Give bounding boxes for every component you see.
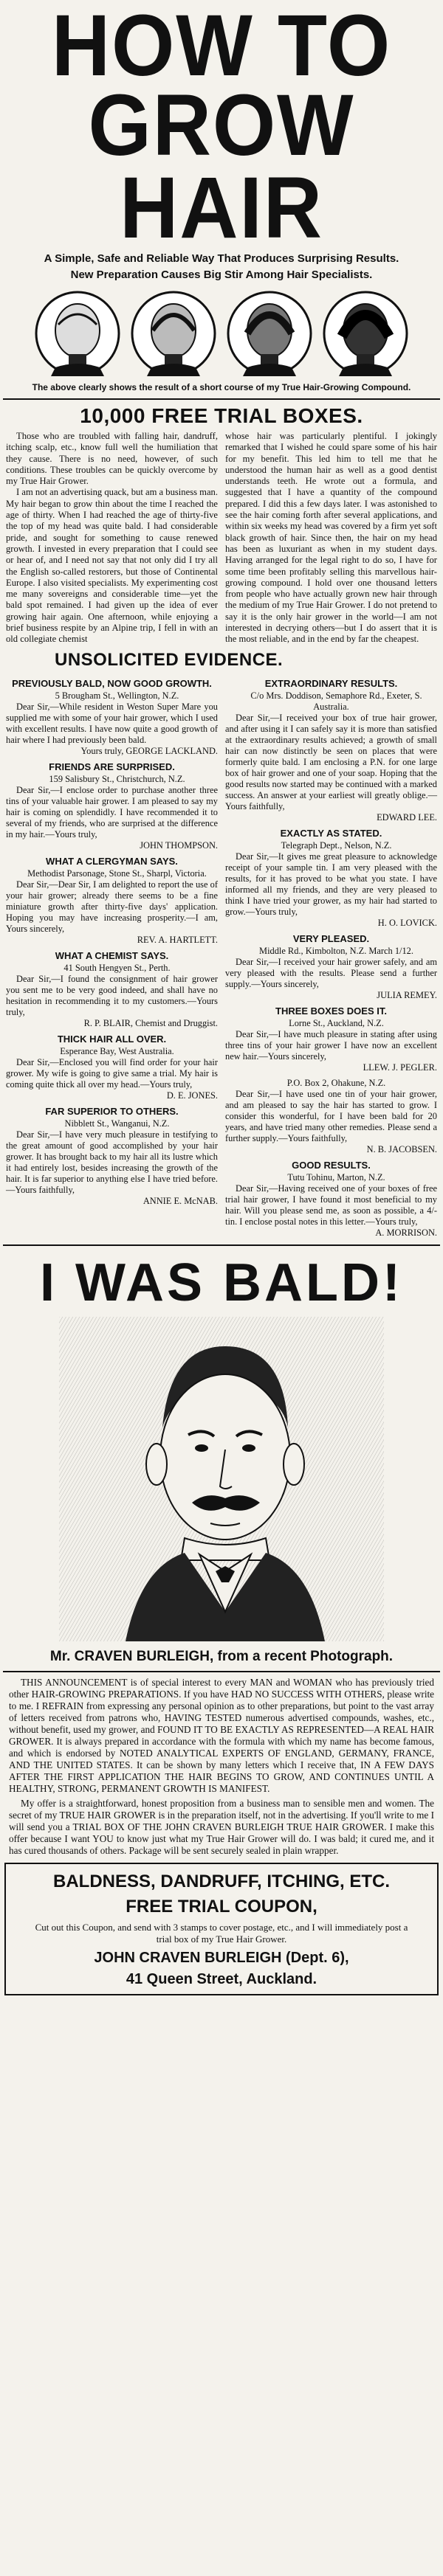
free-boxes-title: 10,000 FREE TRIAL BOXES. (80, 404, 363, 427)
illustration-caption: The above clearly shows the result of a short course of my True Hair-Growing Compound. (32, 382, 411, 392)
intro-paragraph: Those who are troubled with falling hair, dandruff, itching scalp, etc., know full well the humiliation that they cause. There is no need, however, of such conditions. These troubles can be quickly overcome by my True Hair Grower. (6, 431, 218, 487)
intro-right-column (225, 431, 437, 645)
coupon-address: 41 Queen Street, Auckland. (126, 1970, 317, 1987)
testimonials-left (6, 674, 218, 1239)
testimonial (6, 950, 218, 1029)
coupon-instructions: Cut out this Coupon, and send with 3 stamps to cover postage, etc., and I will immediately post a trial box of my True Hair Grower. (35, 1921, 408, 1945)
testimonial-signature: ANNIE E. McNAB. (142, 1195, 218, 1206)
testimonial (225, 1160, 437, 1239)
testimonial-body: Dear Sir,—I have very much pleasure in testifying to the great amount of good accomplished by your hair grower. It has brought back to my hair all its lustre which it had entirely lost, besides increasing the growth of the hair. It is far superior to anything else I have tried before.—Yours faithfully, (6, 1129, 218, 1195)
testimonial (225, 1005, 437, 1073)
testimonial-address: Middle Rd., Kimbolton, N.Z. March 1/12. (259, 945, 413, 956)
testimonial-body: Dear Sir,—Enclosed you will find order for your hair grower. My wife is going to give same a trial. My hair is coming quite thick all over my head.—Yours truly, (6, 1056, 218, 1090)
testimonial-heading: FRIENDS ARE SURPRISED. (49, 761, 175, 772)
testimonial-signature: Yours truly, GEORGE LACKLAND. (80, 745, 218, 756)
subtitle-2: New Preparation Causes Big Stir Among Hair Specialists. (70, 269, 373, 281)
intro-columns (0, 431, 443, 645)
testimonial-signature: N. B. JACOBSEN. (366, 1143, 437, 1154)
testimonial-signature: JULIA REMEY. (377, 989, 437, 1000)
head-back-stage-4-icon (321, 289, 410, 378)
testimonial-address: 5 Brougham St., Wellington, N.Z. (55, 690, 179, 701)
testimonial-address: P.O. Box 2, Ohakune, N.Z. (286, 1077, 386, 1088)
testimonial (6, 1033, 218, 1101)
testimonial-signature: H. O. LOVICK. (377, 917, 437, 928)
free-trial-coupon[interactable] (4, 1863, 439, 1995)
testimonial-heading: FAR SUPERIOR TO OTHERS. (45, 1105, 179, 1117)
headline-grow-hair: GROW HAIR (88, 77, 355, 257)
divider (3, 1671, 440, 1672)
testimonial-heading: WHAT A CHEMIST SAYS. (55, 949, 169, 961)
testimonial-address: Methodist Parsonage, Stone St., Sharpl, Victoria. (27, 868, 207, 879)
testimonial-body: Dear Sir,—It gives me great pleasure to acknowledge receipt of your sample tin. I am very pleased with the results, for it has proved to be what you state. I have informed all my friends, and they are very pleased to think I have tried your grower, as my hair had started to grow.—Yours truly, (225, 851, 437, 917)
testimonial-signature: REV. A. HARTLETT. (137, 934, 218, 945)
testimonial-heading: THICK HAIR ALL OVER. (57, 1033, 167, 1045)
testimonial-heading: WHAT A CLERGYMAN SAYS. (46, 855, 178, 867)
testimonial-body: Dear Sir,—I found the consignment of hair grower you sent me to be very good indeed, and shall have no hesitation in recommending it to my customers.—Yours truly, (6, 973, 218, 1017)
announcement-paragraph: THIS ANNOUNCEMENT is of special interest to every MAN and WOMAN who has previously tried other HAIR-GROWING PREPARATIONS. If you have HAD NO SUCCESS WITH OTHERS, please write to me. I REFRAIN from expressing any personal opinion as to other preparations, but point to the vast array of letters received from patrons who, HAVING TESTED numerous advertised compounds, washes, etc., without benefit, used my grower, and FOUND IT TO BE EXACTLY AS REPRESENTED—A REAL HAIR GROWER. It is always prepared in accordance with the formula with which my name has become famous, and which is endorsed by NOTED ANALYTICAL EXPERTS OF ENGLAND, GERMANY, FRANCE, AND THE UNITED STATES. It can be shown by many letters which I receive that, IN A FEW DAYS AFTER THE FIRST APPLICATION THE HAIR BEGINS TO GROW, AND CONTINUES UNTIL A HEALTHY, STRONG, PERMANENT GROWTH IS MANIFEST. (9, 1676, 434, 1794)
testimonial-body: Dear Sir,—I received your hair grower safely, and am very pleased with the results. Please send a further supply.—Yours sincerely, (225, 956, 437, 989)
portrait-engraving (59, 1317, 384, 1641)
testimonial-address: Tutu Tohinu, Marton, N.Z. (287, 1171, 385, 1183)
coupon-title-1: BALDNESS, DANDRUFF, ITCHING, ETC. (53, 1871, 390, 1891)
testimonial-address: C/o Mrs. Doddison, Semaphore Rd., Exeter, S. Australia. (250, 690, 422, 712)
headline-how-to: HOW TO (51, 0, 392, 94)
testimonial-signature: EDWARD LEE. (377, 811, 437, 823)
evidence-title: UNSOLICITED EVIDENCE. (55, 649, 284, 670)
announcement (9, 1677, 434, 1857)
divider (3, 398, 440, 400)
head-back-stage-1-icon (33, 289, 122, 378)
subtitle-1: A Simple, Safe and Reliable Way That Produces Surprising Results. (44, 252, 399, 265)
testimonial-address: 41 South Hengyen St., Perth. (63, 962, 171, 973)
testimonial-body: Dear Sir,—While resident in Weston Super Mare you supplied me with some of your hair grower, which I used with excellent results. I have now quite a good growth of hair where I had previously been bald. (6, 701, 218, 745)
testimonial-signature: R. P. BLAIR, Chemist and Druggist. (83, 1017, 218, 1028)
testimonial-body: Dear Sir,—I received your box of true hair grower, and after using it I can safely say it is more than satisfied at the extraordinary results achieved; a growth of small hair can now distinctly be seen on places that were formerly quite bald. I am enclosing a P.N. for one large box of hair grower and one of your soap. Hoping that the good results now started may be continued with a marked success. An answer at your earliest will greatly oblige.—Yours faithfully, (225, 712, 437, 811)
testimonial-body: Dear Sir,—I have much pleasure in stating after using three tins of your hair grower I have now an excellent new hair.—Yours sincerely, (225, 1028, 437, 1062)
i-was-bald-title: I WAS BALD! (40, 1253, 403, 1312)
testimonial-heading: THREE BOXES DOES IT. (275, 1005, 387, 1017)
intro-paragraph: whose hair was particularly plentiful. I jokingly remarked that I wished he could spare some of his hair for my benefit. This led him to tell me that he understood the human hair as well as a good dentist understands teeth. He wrote out a formula, and suggested that I have a quantity of the compound prepared. I did this a few days later. I was astonished to see the hair coming forth after several applications, and within six weeks my head was covered by a firm yet soft black growth of hair. Since then, the hair on my head has been as luxuriant as when in my student days. Having arranged for the legal right to do so, I have for some time been profitably selling this marvellous hair-growing compound. I hold over one thousand letters from people who have actually grown new hair through the medium of my True Hair Grower. I do not pretend to say it is the only hair grower in the world—I am not interested in decrying others—but I do assert that it is the most reliable, and in the end by far the cheapest. (225, 431, 437, 645)
testimonial-heading: PREVIOUSLY BALD, NOW GOOD GROWTH. (12, 677, 212, 689)
testimonial-heading: EXACTLY AS STATED. (280, 827, 382, 839)
testimonial (6, 761, 218, 851)
testimonial-heading: VERY PLEASED. (292, 932, 370, 944)
testimonial-body: Dear Sir,—Having received one of your boxes of free trial hair grower, I have found it most beneficial to my hair. Will you please send me, as soon as possible, a 4/- tin. I enclose postal notes in this letter.—Yours truly, (225, 1183, 437, 1227)
testimonial (6, 678, 218, 757)
portrait-caption: Mr. CRAVEN BURLEIGH, from a recent Photograph. (49, 1648, 394, 1664)
testimonial (6, 1106, 218, 1207)
divider (3, 1244, 440, 1246)
head-back-stage-3-icon (225, 289, 314, 378)
testimonial-heading: GOOD RESULTS. (292, 1159, 371, 1171)
testimonial-address: Telegraph Dept., Nelson, N.Z. (281, 839, 392, 851)
testimonial-body: Dear Sir,—I have used one tin of your hair grower, and am pleased to say the hair has started to grow. I consider this wonderful, for I have been bald for 20 years, and have tried many other remedies. Please send a further supply.—Yours faithfully, (225, 1088, 437, 1143)
testimonial (225, 1078, 437, 1155)
testimonial-address: Nibblett St., Wanganui, N.Z. (64, 1118, 170, 1129)
testimonial-columns (0, 674, 443, 1239)
testimonial (6, 856, 218, 946)
announcement-paragraph: My offer is a straightforward, honest proposition from a business man to sensible men and women. The secret of my TRUE HAIR GROWER is in the preparation itself, not in the advertising. If you'll write to me I will send you a TRIAL BOX OF THE JOHN CRAVEN BURLEIGH TRUE HAIR GROWER. I make this offer because I want YOU to know just what my True Hair Grower will do. I was bald; it cured me, and it has cured thousands of others. Package will be sent securely sealed in plain wrapper. (9, 1797, 434, 1856)
testimonial-signature: LLEW. J. PEGLER. (363, 1062, 437, 1073)
testimonial-address: 159 Salisbury St., Christchurch, N.Z. (49, 773, 185, 784)
testimonial-body: Dear Sir,—Dear Sir, I am delighted to report the use of your hair grower; already there seems to be a fine miniature growth after thirty-five days' application. Hoping you may have increasing prosperity.—I am, Yours sincerely, (6, 879, 218, 934)
testimonial (225, 678, 437, 823)
testimonial-signature: JOHN THOMPSON. (140, 839, 218, 851)
testimonial-signature: D. E. JONES. (166, 1090, 218, 1101)
coupon-title-2: FREE TRIAL COUPON, (126, 1896, 317, 1917)
intro-left-column (6, 431, 218, 645)
testimonial-address: Lorne St., Auckland, N.Z. (289, 1017, 384, 1028)
intro-paragraph: I am not an advertising quack, but am a business man. My hair began to grow thin about the time I reached the age of thirty. When I had reached the age of thirty-five the top of my head was quite bald. I had considerable pride, and sought for something to cause renewed growth. I invested in every preparation that I could see or hear of, and I need not say that not only did I try all the English so-called restorers, but those of Continental Europe. I also visited specialists. My experimenting cost me many sovereigns and considerable time—yet the bald spot remained. I had given up the idea of ever growing hair again. One afternoon, while enjoying a brief business respite by an Alpine trip, I fell in with an old collegiate chemist (6, 487, 218, 645)
testimonial (225, 828, 437, 929)
head-back-stage-2-icon (129, 289, 218, 378)
coupon-name: JOHN CRAVEN BURLEIGH (Dept. 6), (94, 1949, 349, 1966)
testimonials-right (225, 674, 437, 1239)
testimonial-signature: A. MORRISON. (375, 1227, 437, 1238)
hair-progress-illustration (0, 289, 443, 378)
testimonial-address: Esperance Bay, West Australia. (60, 1045, 174, 1056)
testimonial (225, 933, 437, 1001)
testimonial-body: Dear Sir,—I enclose order to purchase another three tins of your valuable hair grower. I am pleased to say my hair is coming on splendidly. I have recommended it to several of my friends, who are surprised at the difference in my hair.—Yours truly, (6, 784, 218, 839)
testimonial-heading: EXTRAORDINARY RESULTS. (264, 677, 398, 689)
